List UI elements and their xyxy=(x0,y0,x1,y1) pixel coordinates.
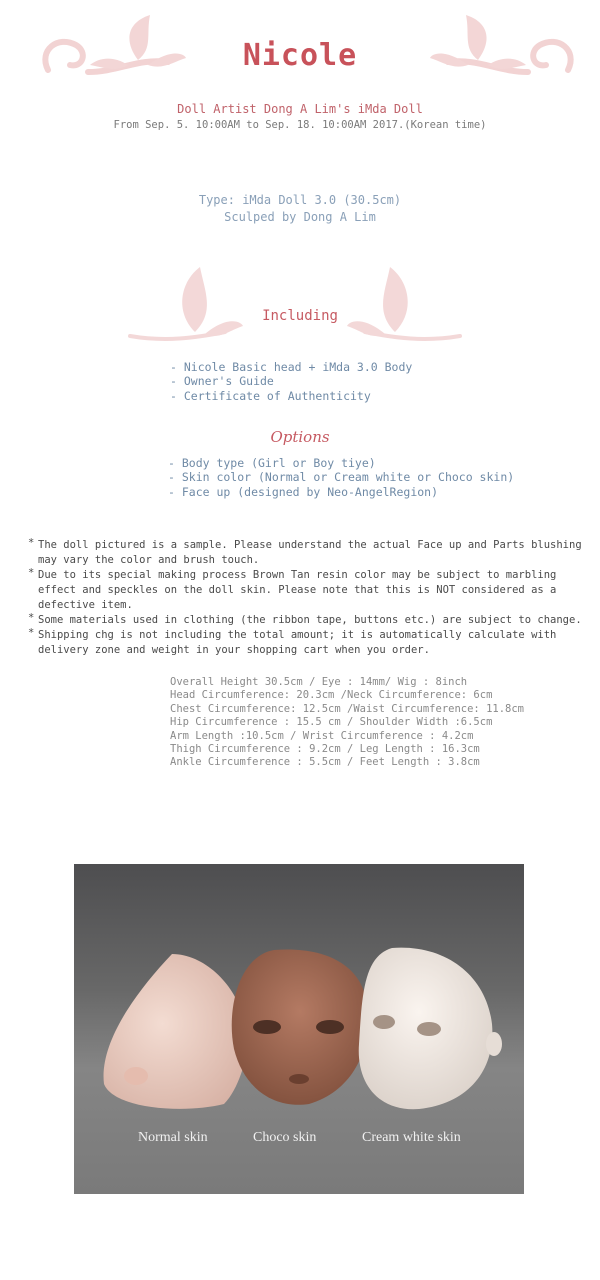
choco-skin-head xyxy=(232,949,368,1104)
spec-line: Overall Height 30.5cm / Eye : 14mm/ Wig : 8inch xyxy=(170,676,468,688)
including-list xyxy=(170,360,412,403)
order-period: From Sep. 5. 10:00AM to Sep. 18. 10:00AM 2017.(Korean time) xyxy=(113,119,487,131)
label-normal-skin: Normal skin xyxy=(138,1130,208,1145)
list-item: - Face up (designed by Neo-AngelRegion) xyxy=(168,484,439,499)
options-heading: Options xyxy=(270,428,330,446)
doll-heads-photo xyxy=(74,864,524,1194)
spec-line: Hip Circumference : 15.5 cm / Shoulder Width :6.5cm xyxy=(170,716,493,729)
options-list xyxy=(168,456,514,499)
list-item: - Body type (Girl or Boy tiye) xyxy=(168,456,376,470)
list-item: - Certificate of Authenticity xyxy=(170,388,371,403)
note-item: * Some materials used in clothing (the ribbon tape, buttons etc.) are subject to change. xyxy=(28,612,582,626)
doll-type: Type: iMda Doll 3.0 (30.5cm) xyxy=(198,193,402,207)
list-item: - Owner's Guide xyxy=(170,374,274,389)
spec-line: Thigh Circumference : 9.2cm / Leg Length : 16.3cm xyxy=(170,743,480,756)
list-item: - Skin color (Normal or Cream white or Choco skin) xyxy=(168,470,515,485)
including-heading: Including xyxy=(262,308,338,324)
artist-subtitle: Doll Artist Dong A Lim's iMda Doll xyxy=(177,102,423,116)
sculptor: Sculped by Dong A Lim xyxy=(224,210,376,224)
label-cream-white-skin: Cream white skin xyxy=(362,1130,461,1145)
label-choco-skin: Choco skin xyxy=(253,1130,317,1145)
spec-line: Head Circumference: 20.3cm /Neck Circumference: 6cm xyxy=(170,689,493,702)
notes-section xyxy=(28,538,590,658)
spec-line: Chest Circumference: 12.5cm /Waist Circumference: 11.8cm xyxy=(170,702,525,715)
leaf-ornament-right xyxy=(345,262,465,344)
note-item: * Due to its special making process Brown Tan resin color may be subject to marbling effect and speckles on the doll skin. Please note that this is NOT considered as a defective item. xyxy=(28,567,557,611)
normal-skin-head xyxy=(104,954,251,1109)
page-title: Nicole xyxy=(242,38,358,73)
list-item: - Nicole Basic head + iMda 3.0 Body xyxy=(170,360,413,374)
measurements xyxy=(170,676,524,770)
note-item: * The doll pictured is a sample. Please understand the actual Face up and Parts blushing may vary the color and brush touch. xyxy=(28,537,582,566)
leaf-ornament-left xyxy=(125,262,245,344)
cream-white-head xyxy=(359,948,502,1110)
spec-line: Ankle Circumference : 5.5cm / Feet Length : 3.8cm xyxy=(170,756,480,769)
note-item: * Shipping chg is not including the total amount; it is automatically calculate with delivery zone and weight in your shopping cart when you order. xyxy=(28,627,557,656)
spec-line: Arm Length :10.5cm / Wrist Circumference : 4.2cm xyxy=(170,729,474,742)
